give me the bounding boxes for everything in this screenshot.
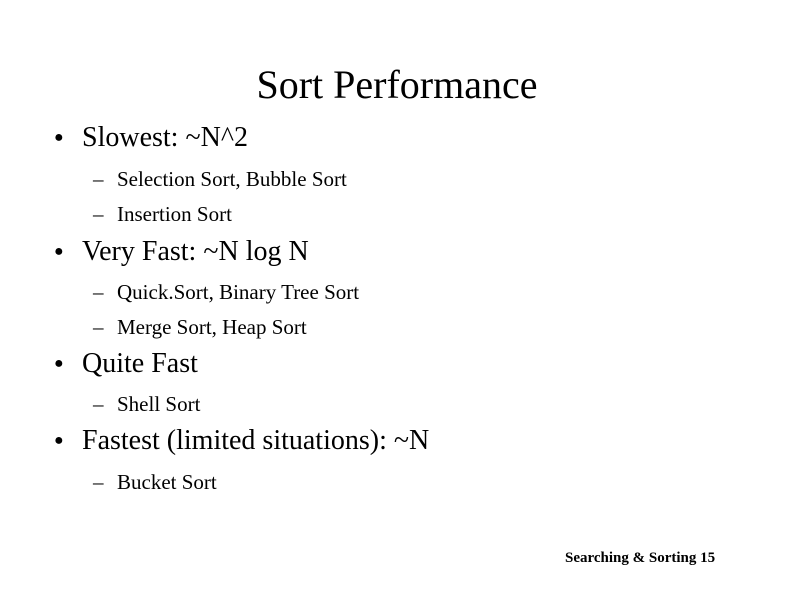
bullet-dot-icon: ● <box>54 355 64 372</box>
subitem-shell: Shell Sort <box>117 392 201 416</box>
slide-footer: Searching & Sorting 15 <box>565 550 716 566</box>
subitem-merge-heap: Merge Sort, Heap Sort <box>117 315 307 339</box>
bullet-very-fast: Very Fast: ~N log N <box>82 236 309 267</box>
subitem-selection-bubble: Selection Sort, Bubble Sort <box>117 167 347 191</box>
subitem-bucket: Bucket Sort <box>117 470 217 494</box>
bullet-dot-icon: ● <box>54 432 64 449</box>
bullet-dot-icon: ● <box>54 243 64 260</box>
bullet-slowest: Slowest: ~N^2 <box>82 122 248 153</box>
bullet-dot-icon: ● <box>54 129 64 146</box>
dash-icon: – <box>93 392 104 416</box>
subitem-insertion: Insertion Sort <box>117 202 232 226</box>
dash-icon: – <box>93 202 104 226</box>
subitem-quick-binary-tree: Quick.Sort, Binary Tree Sort <box>117 280 360 304</box>
bullet-fastest: Fastest (limited situations): ~N <box>82 425 430 456</box>
bullet-quite-fast: Quite Fast <box>82 348 198 379</box>
dash-icon: – <box>93 280 104 304</box>
dash-icon: – <box>93 470 104 494</box>
dash-icon: – <box>93 315 104 339</box>
dash-icon: – <box>93 167 104 191</box>
slide-title: Sort Performance <box>256 62 538 107</box>
